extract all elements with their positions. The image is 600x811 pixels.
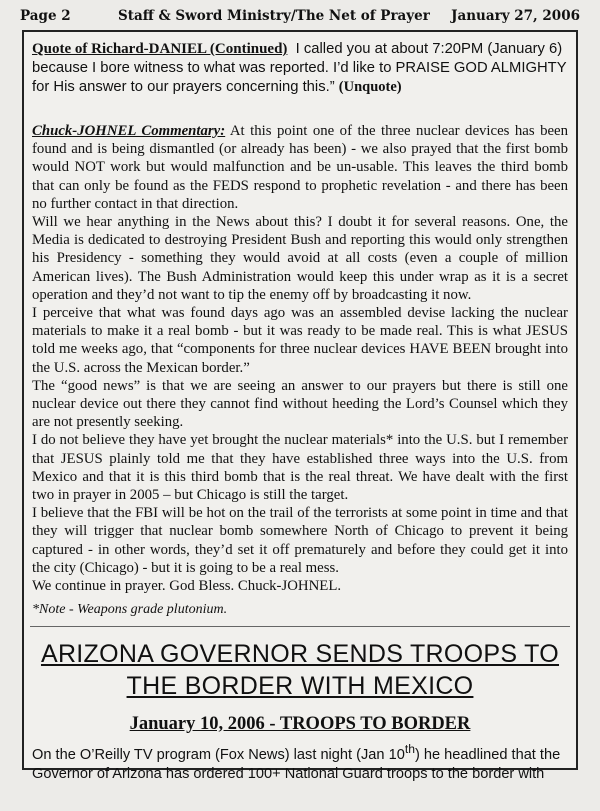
article-body-rest: ) he headlined that the Governor of Arizona has ordered 100+ National Guard troops to the border with <box>32 746 561 782</box>
headline-line-1: ARIZONA GOVERNOR SENDS TROOPS TO <box>40 640 560 668</box>
article-subheadline: January 10, 2006 - TROOPS TO BORDER <box>129 714 471 734</box>
article-body-start: On the O’Reilly TV program (Fox News) last night (Jan 10 <box>32 746 405 763</box>
article-box <box>22 30 578 782</box>
commentary-paragraph: Will we hear anything in the News about this? I doubt it for several reasons. One, the Media is dedicated to destroying President Bush and reporting this would only strengthen his Presidency - something they would avoid at all costs (even a couple of million American lives). The Bush Administration would keep this under wrap as it is a secret operation and they’d not want to tip the enemy off by broadcasting it now. <box>32 214 568 303</box>
unquote-label: (Unquote) <box>338 79 402 95</box>
commentary-paragraph: I perceive that what was found days ago was an assembled devise lacking the nuclear materials to make it a real bomb - but it was ready to be made real. This is what JESUS told me weeks ago, that “components for three nuclear devices HAVE BEEN brought into the U.S. across the Mexican border.” <box>32 305 568 376</box>
article-body <box>32 740 568 784</box>
publication-title: Staff & Sword Ministry/The Net of Prayer <box>118 8 430 24</box>
commentary-paragraph: We continue in prayer. God Bless. Chuck-JOHNEL. <box>32 578 342 595</box>
page-header <box>20 8 580 28</box>
page-number: Page 2 <box>20 8 71 24</box>
issue-date: January 27, 2006 <box>451 8 580 24</box>
quote-label: Quote of Richard-DANIEL (Continued) <box>32 41 288 57</box>
article-headline <box>24 638 576 702</box>
commentary-label: Chuck-JOHNEL Commentary: <box>32 123 226 139</box>
commentary-paragraph <box>32 122 568 213</box>
quote-text: I called you at about 7:20PM (January 6) because I bore witness to what was reported. I’d like to PRAISE GOD ALMIGHTY for His answer to our prayers concerning this.” <box>32 41 567 95</box>
section-divider <box>30 626 570 627</box>
commentary-paragraph: The “good news” is that we are seeing an answer to our prayers but there is still one nuclear device out there they cannot find without heeding the Lord’s Counsel which they are not presently seeking. <box>32 377 568 431</box>
commentary-paragraph: I believe that the FBI will be hot on the trail of the terrorists at some point in time and that they will trigger that nuclear bomb somewhere North of Chicago to prevent it being captured - in other words, they’d set it off prematurely and before they could get it into the city (Chicago) - but it is going to be a real mess. <box>32 505 568 576</box>
quote-section <box>32 40 568 97</box>
ordinal-suffix: th <box>404 742 415 756</box>
commentary-section <box>32 122 568 595</box>
commentary-paragraph: I do not believe they have yet brought the nuclear materials* into the U.S. but I remember that JESUS plainly told me that they have established three ways into the U.S. from Mexico and that it is this third bomb that is the real threat. We have dealt with the first two in prayer in 2005 – but Chicago is still the target. <box>32 432 568 504</box>
commentary-first-text: At this point one of the three nuclear devices has been found and is being dismantled (or already has been) - we also prayed that the first bomb would NOT work but would malfunction and be un-usable. This leaves the third bomb that can only be found as the FEDS respond to prophetic revelation - and there has been no further contact in that direction. <box>32 123 569 212</box>
footnote: *Note - Weapons grade plutonium. <box>32 602 228 617</box>
headline-line-2: THE BORDER WITH MEXICO <box>126 672 474 700</box>
